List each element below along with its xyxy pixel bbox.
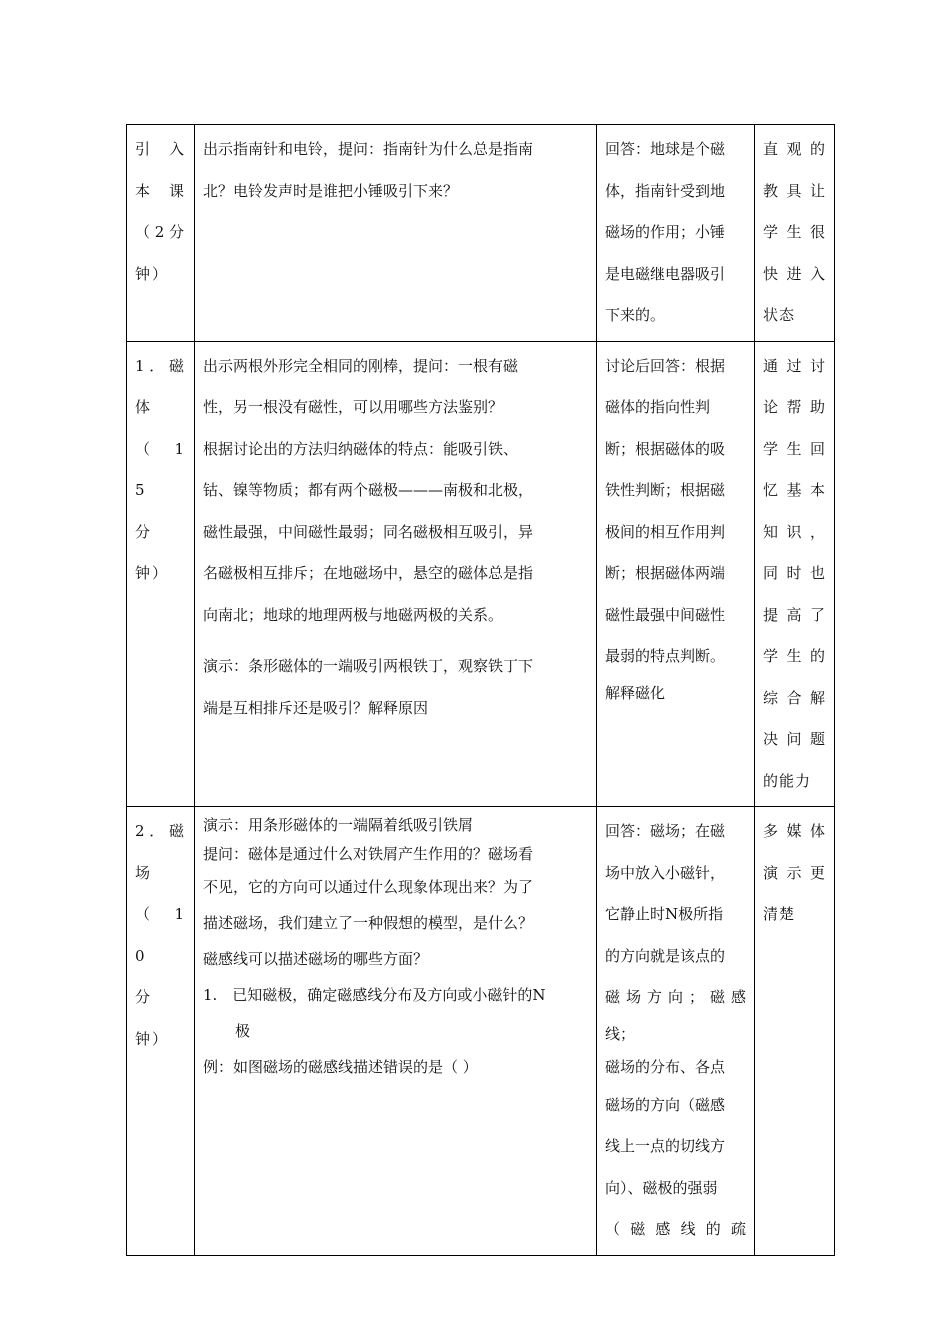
response-cell: [597, 807, 755, 1256]
response-cell: [597, 341, 755, 807]
activity-line: 磁感线可以描述磁场的哪些方面？: [203, 950, 429, 968]
activity-line: 描述磁场，我们建立了一种假想的模型，是什么？: [203, 914, 534, 932]
example-line: 例：如图磁场的磁感线描述错误的是（ ）: [203, 1058, 478, 1076]
note-line: 状态: [763, 306, 796, 324]
note-line: 决问题: [763, 730, 826, 748]
response-line: 磁体的指向性判: [605, 398, 711, 416]
note-line: 同时也: [763, 564, 826, 582]
activity-line: 北？电铃发声时是谁把小锤吸引下来？: [203, 181, 459, 200]
activity-line: 根据讨论出的方法归纳磁体的特点：能吸引铁、: [203, 439, 519, 458]
response-line: 是电磁继电器吸引: [605, 264, 726, 283]
note-line: 快进入: [763, 264, 826, 283]
activity-cell: [195, 125, 597, 342]
note-line: 通过讨: [763, 356, 826, 375]
stage-line: 钟）: [135, 564, 170, 582]
response-line: 讨论后回答：根据: [605, 356, 726, 375]
note-line: 学生很: [763, 223, 826, 241]
stage-line: 分: [135, 522, 153, 541]
response-line: 回答：地球是个磁: [605, 140, 726, 158]
activity-line: 磁性最强，中间磁性最弱；同名磁极相互吸引，异: [203, 522, 534, 541]
item-line: 1. 已知磁极，确定磁感线分布及方向或小磁针的N: [203, 986, 546, 1004]
activity-cell: [195, 341, 597, 807]
response-line: 断；根据磁体两端: [605, 564, 726, 582]
stage-line: 本 课: [135, 181, 187, 200]
response-line: 磁场方向；磁感: [605, 988, 746, 1006]
note-line: 综合解: [763, 688, 826, 707]
response-line: 向）、磁极的强弱: [605, 1178, 718, 1197]
response-line: （磁感线的疏: [605, 1220, 746, 1238]
note-line: 清楚: [763, 905, 796, 923]
activity-line: 向南北；地球的地理两极与地磁两极的关系。: [203, 605, 504, 624]
demo-line: 演示：用条形磁体的一端隔着纸吸引铁屑: [203, 816, 474, 834]
activity-line: 钴、镍等物质；都有两个磁极———南极和北极，: [203, 481, 534, 499]
stage-line: 体: [135, 398, 153, 416]
table-row: [127, 125, 835, 342]
note-cell: [755, 125, 835, 342]
response-line: 回答：磁场；在磁: [605, 822, 726, 840]
response-line: 下来的。: [605, 306, 666, 324]
lesson-plan-table: [126, 124, 835, 1256]
response-line: 磁场的分布、各点: [605, 1057, 726, 1076]
stage-line: （ 15: [135, 439, 186, 499]
note-line: 多媒体: [763, 822, 826, 840]
activity-line: 提问：磁体是通过什么对铁屑产生作用的？磁场看: [203, 845, 534, 863]
response-line: 磁场的方向（磁感: [605, 1095, 726, 1114]
response-line: 体，指南针受到地: [605, 181, 726, 200]
stage-line: 引 入: [135, 140, 187, 158]
demo-line: 端是互相排斥还是吸引？解释原因: [203, 698, 429, 717]
stage-cell: [127, 341, 195, 807]
response-line: 的方向就是该点的: [605, 946, 726, 965]
note-cell: [755, 807, 835, 1256]
stage-line: （2分: [135, 223, 186, 241]
demo-line: 演示：条形磁体的一端吸引两根铁丁，观察铁丁下: [203, 657, 534, 675]
stage-line: 1．磁: [135, 356, 186, 375]
stage-line: 2．磁: [135, 822, 186, 840]
note-line: 直观的: [763, 140, 826, 158]
response-line: 磁场的作用；小锤: [605, 223, 726, 241]
item-line: 极: [235, 1022, 251, 1040]
note-line: 忆基本: [763, 481, 826, 499]
stage-cell: [127, 807, 195, 1256]
activity-cell: [195, 807, 597, 1256]
note-line: 知识，: [763, 522, 826, 541]
stage-line: 分: [135, 988, 153, 1006]
activity-line: 出示两根外形完全相同的刚棒，提问：一根有磁: [203, 356, 519, 375]
blank-line: [203, 636, 588, 646]
note-line: 学生的: [763, 647, 826, 665]
note-line: 的能力: [763, 771, 812, 790]
response-line: 场中放入小磁针，: [605, 863, 726, 882]
table-row: [127, 341, 835, 807]
response-line: 它静止时N极所指: [605, 905, 724, 923]
note-line: 学生回: [763, 439, 826, 458]
response-line: 极间的相互作用判: [605, 522, 726, 541]
note-line: 论帮助: [763, 398, 826, 416]
stage-line: 钟）: [135, 264, 170, 283]
response-line: 线；: [605, 1024, 636, 1043]
stage-line: 场: [135, 863, 153, 882]
activity-line: 不见，它的方向可以通过什么现象体现出来？为了: [203, 878, 534, 896]
stage-cell: [127, 125, 195, 342]
note-line: 演示更: [763, 863, 826, 882]
table-row: [127, 807, 835, 1256]
response-line: 断；根据磁体的吸: [605, 439, 726, 458]
activity-line: 出示指南针和电铃，提问：指南针为什么总是指南: [203, 140, 534, 158]
note-line: 教具让: [763, 181, 826, 200]
response-line: 线上一点的切线方: [605, 1137, 726, 1155]
response-cell: [597, 125, 755, 342]
activity-line: 名磁极相互排斥；在地磁场中，悬空的磁体总是指: [203, 564, 534, 582]
stage-line: （ 10: [135, 905, 186, 965]
response-line: 最弱的特点判断。: [605, 647, 726, 665]
response-line: 磁性最强中间磁性: [605, 605, 726, 624]
response-line: 解释磁化: [605, 683, 666, 702]
response-line: 铁性判断；根据磁: [605, 481, 726, 499]
note-line: 提高了: [763, 605, 826, 624]
note-cell: [755, 341, 835, 807]
stage-line: 钟）: [135, 1029, 170, 1048]
activity-line: 性，另一根没有磁性，可以用哪些方法鉴别？: [203, 398, 504, 416]
